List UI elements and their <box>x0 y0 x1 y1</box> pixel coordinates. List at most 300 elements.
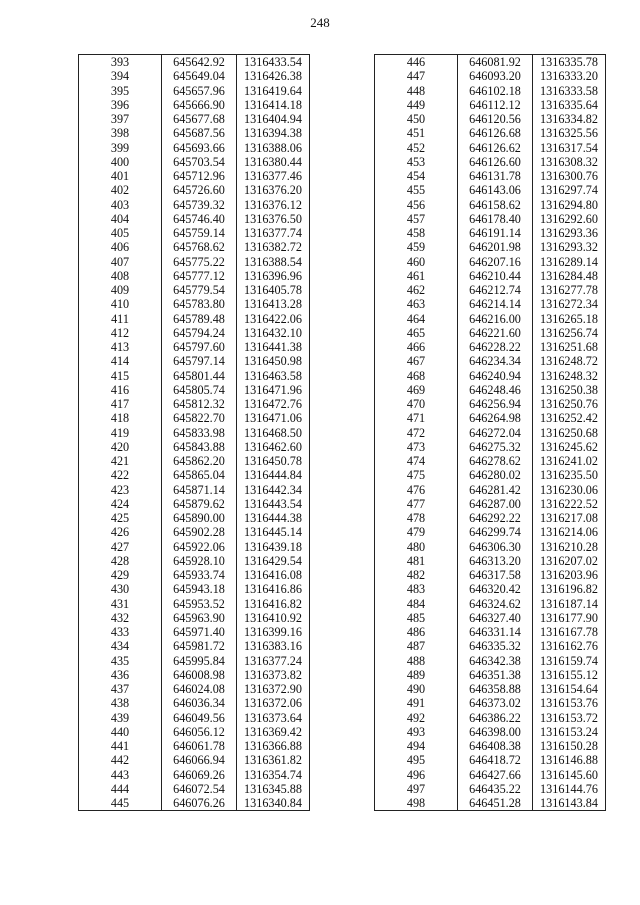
y-coordinate-cell: 1316256.74 <box>533 326 606 340</box>
table-row <box>79 639 310 653</box>
point-number-cell: 393 <box>79 55 162 70</box>
x-coordinate-cell: 646143.06 <box>458 183 533 197</box>
table-row <box>79 597 310 611</box>
point-number-cell: 425 <box>79 511 162 525</box>
x-coordinate-cell: 645822.70 <box>162 411 237 425</box>
table-row <box>79 440 310 454</box>
table-row <box>375 568 606 582</box>
table-row <box>375 768 606 782</box>
page-number: 248 <box>310 15 330 30</box>
table-row <box>375 554 606 568</box>
y-coordinate-cell: 1316277.78 <box>533 283 606 297</box>
point-number-cell: 430 <box>79 582 162 596</box>
y-coordinate-cell: 1316432.10 <box>237 326 310 340</box>
point-number-cell: 466 <box>375 340 458 354</box>
x-coordinate-cell: 645703.54 <box>162 155 237 169</box>
y-coordinate-cell: 1316248.32 <box>533 369 606 383</box>
point-number-cell: 400 <box>79 155 162 169</box>
y-coordinate-cell: 1316388.54 <box>237 255 310 269</box>
point-number-cell: 487 <box>375 639 458 653</box>
x-coordinate-cell: 645871.14 <box>162 483 237 497</box>
y-coordinate-cell: 1316372.90 <box>237 682 310 696</box>
point-number-cell: 418 <box>79 411 162 425</box>
point-number-cell: 396 <box>79 98 162 112</box>
x-coordinate-cell: 646072.54 <box>162 782 237 796</box>
table-row <box>375 411 606 425</box>
table-row <box>79 326 310 340</box>
y-coordinate-cell: 1316333.20 <box>533 69 606 83</box>
x-coordinate-cell: 646126.68 <box>458 126 533 140</box>
x-coordinate-cell: 645865.04 <box>162 468 237 482</box>
point-number-cell: 426 <box>79 525 162 539</box>
x-coordinate-cell: 646066.94 <box>162 753 237 767</box>
y-coordinate-cell: 1316210.28 <box>533 540 606 554</box>
x-coordinate-cell: 646435.22 <box>458 782 533 796</box>
point-number-cell: 417 <box>79 397 162 411</box>
y-coordinate-cell: 1316376.20 <box>237 183 310 197</box>
point-number-cell: 479 <box>375 525 458 539</box>
table-row <box>79 625 310 639</box>
point-number-cell: 404 <box>79 212 162 226</box>
x-coordinate-cell: 645726.60 <box>162 183 237 197</box>
x-coordinate-cell: 645971.40 <box>162 625 237 639</box>
point-number-cell: 493 <box>375 725 458 739</box>
point-number-cell: 463 <box>375 297 458 311</box>
point-number-cell: 497 <box>375 782 458 796</box>
table-row <box>375 226 606 240</box>
y-coordinate-cell: 1316250.38 <box>533 383 606 397</box>
y-coordinate-cell: 1316426.38 <box>237 69 310 83</box>
x-coordinate-cell: 646331.14 <box>458 625 533 639</box>
table-row <box>375 511 606 525</box>
y-coordinate-cell: 1316251.68 <box>533 340 606 354</box>
x-coordinate-cell: 645805.74 <box>162 383 237 397</box>
x-coordinate-cell: 646280.02 <box>458 468 533 482</box>
table-row <box>375 183 606 197</box>
y-coordinate-cell: 1316187.14 <box>533 597 606 611</box>
table-row <box>79 55 310 70</box>
x-coordinate-cell: 646228.22 <box>458 340 533 354</box>
x-coordinate-cell: 645666.90 <box>162 98 237 112</box>
y-coordinate-cell: 1316207.02 <box>533 554 606 568</box>
x-coordinate-cell: 646112.12 <box>458 98 533 112</box>
y-coordinate-cell: 1316241.02 <box>533 454 606 468</box>
point-number-cell: 453 <box>375 155 458 169</box>
x-coordinate-cell: 646427.66 <box>458 768 533 782</box>
point-number-cell: 397 <box>79 112 162 126</box>
x-coordinate-cell: 646102.18 <box>458 84 533 98</box>
y-coordinate-cell: 1316444.84 <box>237 468 310 482</box>
x-coordinate-cell: 645712.96 <box>162 169 237 183</box>
x-coordinate-cell: 646216.00 <box>458 312 533 326</box>
point-number-cell: 446 <box>375 55 458 70</box>
point-number-cell: 459 <box>375 240 458 254</box>
point-number-cell: 424 <box>79 497 162 511</box>
point-number-cell: 456 <box>375 198 458 212</box>
x-coordinate-cell: 646335.32 <box>458 639 533 653</box>
x-coordinate-cell: 646178.40 <box>458 212 533 226</box>
point-number-cell: 420 <box>79 440 162 454</box>
y-coordinate-cell: 1316155.12 <box>533 668 606 682</box>
table-row <box>375 468 606 482</box>
x-coordinate-cell: 646408.38 <box>458 739 533 753</box>
y-coordinate-cell: 1316143.84 <box>533 796 606 811</box>
point-number-cell: 490 <box>375 682 458 696</box>
x-coordinate-cell: 645995.84 <box>162 654 237 668</box>
table-row <box>375 69 606 83</box>
table-row <box>79 411 310 425</box>
table-row <box>375 212 606 226</box>
x-coordinate-cell: 646126.62 <box>458 141 533 155</box>
y-coordinate-cell: 1316442.34 <box>237 483 310 497</box>
point-number-cell: 498 <box>375 796 458 811</box>
point-number-cell: 427 <box>79 540 162 554</box>
x-coordinate-cell: 646278.62 <box>458 454 533 468</box>
point-number-cell: 408 <box>79 269 162 283</box>
table-row <box>375 682 606 696</box>
x-coordinate-cell: 646317.58 <box>458 568 533 582</box>
y-coordinate-cell: 1316293.36 <box>533 226 606 240</box>
y-coordinate-cell: 1316394.38 <box>237 126 310 140</box>
point-number-cell: 394 <box>79 69 162 83</box>
table-row <box>375 796 606 811</box>
table-row <box>375 483 606 497</box>
x-coordinate-cell: 645759.14 <box>162 226 237 240</box>
y-coordinate-cell: 1316416.08 <box>237 568 310 582</box>
table-row <box>375 240 606 254</box>
y-coordinate-cell: 1316297.74 <box>533 183 606 197</box>
point-number-cell: 403 <box>79 198 162 212</box>
x-coordinate-cell: 646373.02 <box>458 696 533 710</box>
point-number-cell: 495 <box>375 753 458 767</box>
point-number-cell: 452 <box>375 141 458 155</box>
x-coordinate-cell: 645746.40 <box>162 212 237 226</box>
point-number-cell: 423 <box>79 483 162 497</box>
y-coordinate-cell: 1316235.50 <box>533 468 606 482</box>
table-row <box>79 682 310 696</box>
y-coordinate-cell: 1316399.16 <box>237 625 310 639</box>
point-number-cell: 438 <box>79 696 162 710</box>
point-number-cell: 442 <box>79 753 162 767</box>
table-row <box>375 540 606 554</box>
table-row <box>79 283 310 297</box>
table-row <box>375 426 606 440</box>
y-coordinate-cell: 1316376.12 <box>237 198 310 212</box>
table-row <box>375 369 606 383</box>
y-coordinate-cell: 1316376.50 <box>237 212 310 226</box>
y-coordinate-cell: 1316413.28 <box>237 297 310 311</box>
y-coordinate-cell: 1316154.64 <box>533 682 606 696</box>
x-coordinate-cell: 646264.98 <box>458 411 533 425</box>
table-row <box>375 354 606 368</box>
y-coordinate-cell: 1316396.96 <box>237 269 310 283</box>
y-coordinate-cell: 1316414.18 <box>237 98 310 112</box>
point-number-cell: 419 <box>79 426 162 440</box>
y-coordinate-cell: 1316383.16 <box>237 639 310 653</box>
table-row <box>79 668 310 682</box>
table-row <box>79 739 310 753</box>
table-row <box>375 739 606 753</box>
y-coordinate-cell: 1316345.88 <box>237 782 310 796</box>
y-coordinate-cell: 1316382.72 <box>237 240 310 254</box>
table-row <box>79 768 310 782</box>
point-number-cell: 462 <box>375 283 458 297</box>
table-row <box>79 725 310 739</box>
point-number-cell: 475 <box>375 468 458 482</box>
y-coordinate-cell: 1316159.74 <box>533 654 606 668</box>
point-number-cell: 494 <box>375 739 458 753</box>
x-coordinate-cell: 646036.34 <box>162 696 237 710</box>
point-number-cell: 467 <box>375 354 458 368</box>
point-number-cell: 470 <box>375 397 458 411</box>
table-row <box>375 84 606 98</box>
table-row <box>375 611 606 625</box>
x-coordinate-cell: 645779.54 <box>162 283 237 297</box>
y-coordinate-cell: 1316300.76 <box>533 169 606 183</box>
x-coordinate-cell: 646248.46 <box>458 383 533 397</box>
x-coordinate-cell: 645943.18 <box>162 582 237 596</box>
x-coordinate-cell: 646049.56 <box>162 711 237 725</box>
y-coordinate-cell: 1316444.38 <box>237 511 310 525</box>
coordinates-table-right <box>374 54 606 811</box>
x-coordinate-cell: 646327.40 <box>458 611 533 625</box>
table-row <box>79 525 310 539</box>
y-coordinate-cell: 1316422.06 <box>237 312 310 326</box>
y-coordinate-cell: 1316373.82 <box>237 668 310 682</box>
table-row <box>79 511 310 525</box>
x-coordinate-cell: 645963.90 <box>162 611 237 625</box>
point-number-cell: 483 <box>375 582 458 596</box>
x-coordinate-cell: 645739.32 <box>162 198 237 212</box>
table-row <box>375 283 606 297</box>
x-coordinate-cell: 645768.62 <box>162 240 237 254</box>
y-coordinate-cell: 1316404.94 <box>237 112 310 126</box>
y-coordinate-cell: 1316450.98 <box>237 354 310 368</box>
table-row <box>79 169 310 183</box>
x-coordinate-cell: 645922.06 <box>162 540 237 554</box>
y-coordinate-cell: 1316196.82 <box>533 582 606 596</box>
y-coordinate-cell: 1316416.86 <box>237 582 310 596</box>
x-coordinate-cell: 646299.74 <box>458 525 533 539</box>
y-coordinate-cell: 1316354.74 <box>237 768 310 782</box>
table-row <box>375 340 606 354</box>
point-number-cell: 413 <box>79 340 162 354</box>
point-number-cell: 478 <box>375 511 458 525</box>
point-number-cell: 488 <box>375 654 458 668</box>
point-number-cell: 457 <box>375 212 458 226</box>
point-number-cell: 422 <box>79 468 162 482</box>
y-coordinate-cell: 1316284.48 <box>533 269 606 283</box>
point-number-cell: 447 <box>375 69 458 83</box>
point-number-cell: 485 <box>375 611 458 625</box>
table-row <box>79 255 310 269</box>
table-row <box>375 582 606 596</box>
table-row <box>79 582 310 596</box>
y-coordinate-cell: 1316463.58 <box>237 369 310 383</box>
table-row <box>375 98 606 112</box>
point-number-cell: 496 <box>375 768 458 782</box>
table-row <box>79 369 310 383</box>
point-number-cell: 491 <box>375 696 458 710</box>
table-row <box>79 654 310 668</box>
x-coordinate-cell: 645657.96 <box>162 84 237 98</box>
x-coordinate-cell: 646418.72 <box>458 753 533 767</box>
x-coordinate-cell: 646191.14 <box>458 226 533 240</box>
y-coordinate-cell: 1316372.06 <box>237 696 310 710</box>
y-coordinate-cell: 1316292.60 <box>533 212 606 226</box>
y-coordinate-cell: 1316153.72 <box>533 711 606 725</box>
point-number-cell: 443 <box>79 768 162 782</box>
point-number-cell: 474 <box>375 454 458 468</box>
y-coordinate-cell: 1316416.82 <box>237 597 310 611</box>
y-coordinate-cell: 1316150.28 <box>533 739 606 753</box>
table-row <box>79 226 310 240</box>
table-row <box>375 440 606 454</box>
table-row <box>79 782 310 796</box>
x-coordinate-cell: 646292.22 <box>458 511 533 525</box>
x-coordinate-cell: 646214.14 <box>458 297 533 311</box>
x-coordinate-cell: 646131.78 <box>458 169 533 183</box>
table-row <box>375 397 606 411</box>
coordinates-table-left <box>78 54 310 811</box>
point-number-cell: 416 <box>79 383 162 397</box>
x-coordinate-cell: 646320.42 <box>458 582 533 596</box>
y-coordinate-cell: 1316245.62 <box>533 440 606 454</box>
y-coordinate-cell: 1316217.08 <box>533 511 606 525</box>
point-number-cell: 433 <box>79 625 162 639</box>
table-row <box>375 126 606 140</box>
x-coordinate-cell: 646386.22 <box>458 711 533 725</box>
x-coordinate-cell: 646024.08 <box>162 682 237 696</box>
table-row <box>79 354 310 368</box>
table-row <box>375 155 606 169</box>
x-coordinate-cell: 646126.60 <box>458 155 533 169</box>
y-coordinate-cell: 1316471.06 <box>237 411 310 425</box>
table-row <box>375 312 606 326</box>
x-coordinate-cell: 645687.56 <box>162 126 237 140</box>
table-row <box>375 725 606 739</box>
x-coordinate-cell: 646358.88 <box>458 682 533 696</box>
point-number-cell: 435 <box>79 654 162 668</box>
table-row <box>79 269 310 283</box>
y-coordinate-cell: 1316294.80 <box>533 198 606 212</box>
point-number-cell: 406 <box>79 240 162 254</box>
y-coordinate-cell: 1316308.32 <box>533 155 606 169</box>
y-coordinate-cell: 1316293.32 <box>533 240 606 254</box>
point-number-cell: 477 <box>375 497 458 511</box>
x-coordinate-cell: 646120.56 <box>458 112 533 126</box>
table-row <box>375 141 606 155</box>
table-row <box>79 696 310 710</box>
table-row <box>79 540 310 554</box>
x-coordinate-cell: 645693.66 <box>162 141 237 155</box>
point-number-cell: 445 <box>79 796 162 811</box>
point-number-cell: 436 <box>79 668 162 682</box>
table-row <box>79 240 310 254</box>
x-coordinate-cell: 646287.00 <box>458 497 533 511</box>
y-coordinate-cell: 1316335.78 <box>533 55 606 70</box>
y-coordinate-cell: 1316335.64 <box>533 98 606 112</box>
y-coordinate-cell: 1316380.44 <box>237 155 310 169</box>
y-coordinate-cell: 1316433.54 <box>237 55 310 70</box>
y-coordinate-cell: 1316445.14 <box>237 525 310 539</box>
table-row <box>79 198 310 212</box>
x-coordinate-cell: 645801.44 <box>162 369 237 383</box>
y-coordinate-cell: 1316334.82 <box>533 112 606 126</box>
point-number-cell: 465 <box>375 326 458 340</box>
y-coordinate-cell: 1316325.56 <box>533 126 606 140</box>
y-coordinate-cell: 1316419.64 <box>237 84 310 98</box>
table-row <box>375 269 606 283</box>
x-coordinate-cell: 646081.92 <box>458 55 533 70</box>
table-row <box>375 597 606 611</box>
x-coordinate-cell: 646056.12 <box>162 725 237 739</box>
table-row <box>79 383 310 397</box>
table-row <box>79 69 310 83</box>
point-number-cell: 398 <box>79 126 162 140</box>
point-number-cell: 444 <box>79 782 162 796</box>
table-row <box>79 212 310 226</box>
x-coordinate-cell: 646398.00 <box>458 725 533 739</box>
table-row <box>79 568 310 582</box>
y-coordinate-cell: 1316250.68 <box>533 426 606 440</box>
x-coordinate-cell: 645843.88 <box>162 440 237 454</box>
table-row <box>375 497 606 511</box>
y-coordinate-cell: 1316450.78 <box>237 454 310 468</box>
table-row <box>79 183 310 197</box>
table-row <box>375 696 606 710</box>
point-number-cell: 405 <box>79 226 162 240</box>
point-number-cell: 450 <box>375 112 458 126</box>
y-coordinate-cell: 1316366.88 <box>237 739 310 753</box>
point-number-cell: 461 <box>375 269 458 283</box>
x-coordinate-cell: 646069.26 <box>162 768 237 782</box>
table-row <box>375 169 606 183</box>
x-coordinate-cell: 646093.20 <box>458 69 533 83</box>
x-coordinate-cell: 645833.98 <box>162 426 237 440</box>
y-coordinate-cell: 1316405.78 <box>237 283 310 297</box>
x-coordinate-cell: 646324.62 <box>458 597 533 611</box>
x-coordinate-cell: 645677.68 <box>162 112 237 126</box>
table-row <box>79 468 310 482</box>
point-number-cell: 439 <box>79 711 162 725</box>
x-coordinate-cell: 645981.72 <box>162 639 237 653</box>
y-coordinate-cell: 1316333.58 <box>533 84 606 98</box>
table-row <box>79 497 310 511</box>
x-coordinate-cell: 646207.16 <box>458 255 533 269</box>
x-coordinate-cell: 645789.48 <box>162 312 237 326</box>
point-number-cell: 476 <box>375 483 458 497</box>
table-row <box>375 782 606 796</box>
point-number-cell: 451 <box>375 126 458 140</box>
x-coordinate-cell: 645933.74 <box>162 568 237 582</box>
x-coordinate-cell: 645797.60 <box>162 340 237 354</box>
point-number-cell: 395 <box>79 84 162 98</box>
x-coordinate-cell: 646234.34 <box>458 354 533 368</box>
y-coordinate-cell: 1316429.54 <box>237 554 310 568</box>
y-coordinate-cell: 1316272.34 <box>533 297 606 311</box>
point-number-cell: 484 <box>375 597 458 611</box>
point-number-cell: 415 <box>79 369 162 383</box>
point-number-cell: 409 <box>79 283 162 297</box>
point-number-cell: 428 <box>79 554 162 568</box>
y-coordinate-cell: 1316410.92 <box>237 611 310 625</box>
point-number-cell: 414 <box>79 354 162 368</box>
point-number-cell: 434 <box>79 639 162 653</box>
y-coordinate-cell: 1316265.18 <box>533 312 606 326</box>
x-coordinate-cell: 645928.10 <box>162 554 237 568</box>
point-number-cell: 410 <box>79 297 162 311</box>
